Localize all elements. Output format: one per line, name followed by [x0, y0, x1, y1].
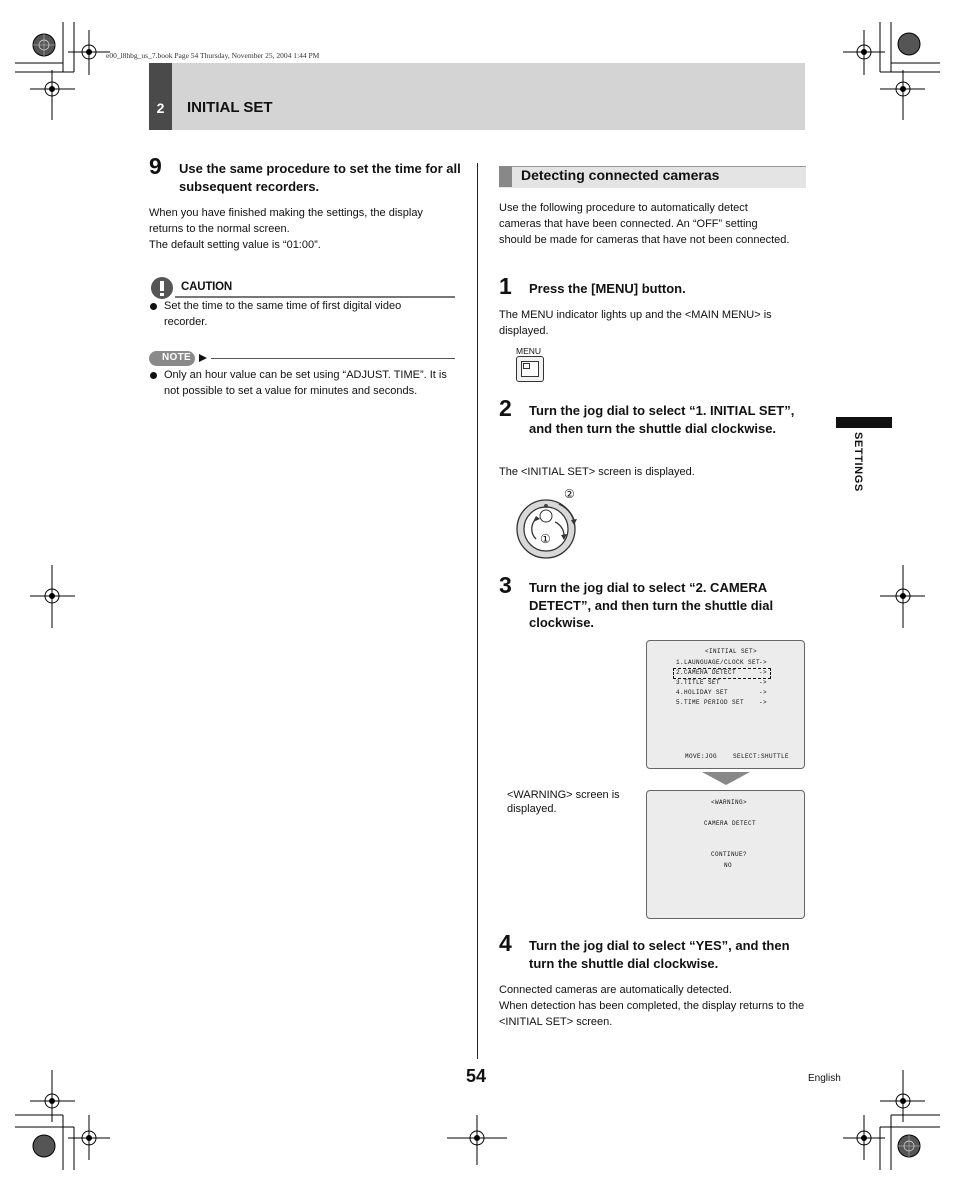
screen1-arrow-3: ->: [759, 679, 768, 686]
step9-text: Use the same procedure to set the time for all subsequent recorders.: [179, 161, 461, 194]
note-rule: [211, 358, 455, 359]
section-number: 2: [156, 100, 165, 116]
screen2-title: <WARNING>: [711, 799, 748, 806]
section-title: INITIAL SET: [187, 99, 273, 116]
screen2-line3: NO: [724, 862, 733, 869]
caution-icon: [150, 276, 174, 300]
note-bullet: [150, 372, 157, 379]
screen1-item-3: 3.TITLE SET: [676, 679, 721, 686]
caution-bullet: [150, 303, 157, 310]
step4-number: 4: [499, 930, 512, 956]
step1-text: Press the [MENU] button.: [529, 281, 686, 296]
screen2-line2: CONTINUE?: [711, 851, 748, 858]
jog-dial-icon: [515, 498, 580, 560]
footer-language: English: [808, 1073, 841, 1084]
step3-number: 3: [499, 572, 512, 598]
menu-button-label: MENU: [516, 346, 542, 356]
heading-marker: [499, 166, 512, 187]
note-arrow-icon: [198, 353, 208, 363]
step9-number: 9: [149, 153, 162, 179]
menu-button-icon: [516, 356, 544, 382]
caution-item: Set the time to the same time of first digital video recorder.: [164, 300, 402, 328]
down-arrow-icon: [702, 772, 750, 786]
warning-caption: <WARNING> screen is displayed.: [507, 789, 620, 815]
step1-number: 1: [499, 273, 512, 299]
caution-label: CAUTION: [181, 281, 232, 293]
screen1-arrow-1: ->: [759, 659, 768, 666]
step9-body-1: When you have finished making the settings, the display returns to the normal screen.: [149, 207, 423, 235]
step9-body-2: The default setting value is “01:00”.: [149, 239, 321, 251]
screen1-item-4: 4.HOLIDAY SET: [676, 689, 729, 696]
step4-body-2: When detection has been completed, the display returns to the <INITIAL SET> screen.: [499, 1000, 805, 1028]
column-divider: [477, 163, 478, 1059]
dial-marker-1: ①: [540, 532, 551, 546]
side-tab-label: SETTINGS: [852, 432, 864, 492]
print-header: e00_l8hbg_us_7.book Page 54 Thursday, November 25, 2004 1:44 PM: [106, 51, 320, 60]
side-tab-bar: [836, 417, 892, 428]
screen1-item-2: 2.CAMERA DETECT: [676, 669, 737, 676]
warning-screen: [646, 790, 805, 919]
section-number-box: [149, 63, 172, 130]
step4-body-1: Connected cameras are automatically detected.: [499, 984, 732, 996]
screen1-arrow-5: ->: [759, 699, 768, 706]
screen1-item-1: 1.LAUNGUAGE/CLOCK SET: [676, 659, 761, 666]
screen1-footer: MOVE:JOG SELECT:SHUTTLE: [685, 753, 790, 760]
screen1-arrow-4: ->: [759, 689, 768, 696]
screen1-arrow-2: ->: [759, 669, 768, 676]
step2-number: 2: [499, 395, 512, 421]
note-item: Only an hour value can be set using “ADJUST. TIME”. It is not possible to set a value for minutes and seconds.: [164, 369, 447, 397]
intro-text: Use the following procedure to automatically detect cameras that have been connected. An “OFF” setting should be made for cameras that have not been connected.: [499, 202, 790, 246]
header-band: [149, 63, 805, 130]
step2-text: Turn the jog dial to select “1. INITIAL SET”, and then turn the shuttle dial clockwise.: [529, 403, 795, 436]
screen1-item-5: 5.TIME PERIOD SET: [676, 699, 745, 706]
screen1-title: <INITIAL SET>: [705, 648, 758, 655]
heading-title: Detecting connected cameras: [521, 167, 720, 183]
page-number: 54: [466, 1066, 487, 1086]
step1-body: The MENU indicator lights up and the <MAIN MENU> is displayed.: [499, 309, 772, 337]
dial-marker-2: ②: [564, 487, 575, 501]
screen2-line1: CAMERA DETECT: [704, 820, 757, 827]
step3-text: Turn the jog dial to select “2. CAMERA DETECT”, and then turn the shuttle dial clockwise.: [529, 580, 774, 630]
note-label: NOTE: [162, 352, 191, 363]
step4-text: Turn the jog dial to select “YES”, and then turn the shuttle dial clockwise.: [529, 938, 790, 971]
step2-body: The <INITIAL SET> screen is displayed.: [499, 466, 695, 478]
initial-set-screen: [646, 640, 805, 769]
